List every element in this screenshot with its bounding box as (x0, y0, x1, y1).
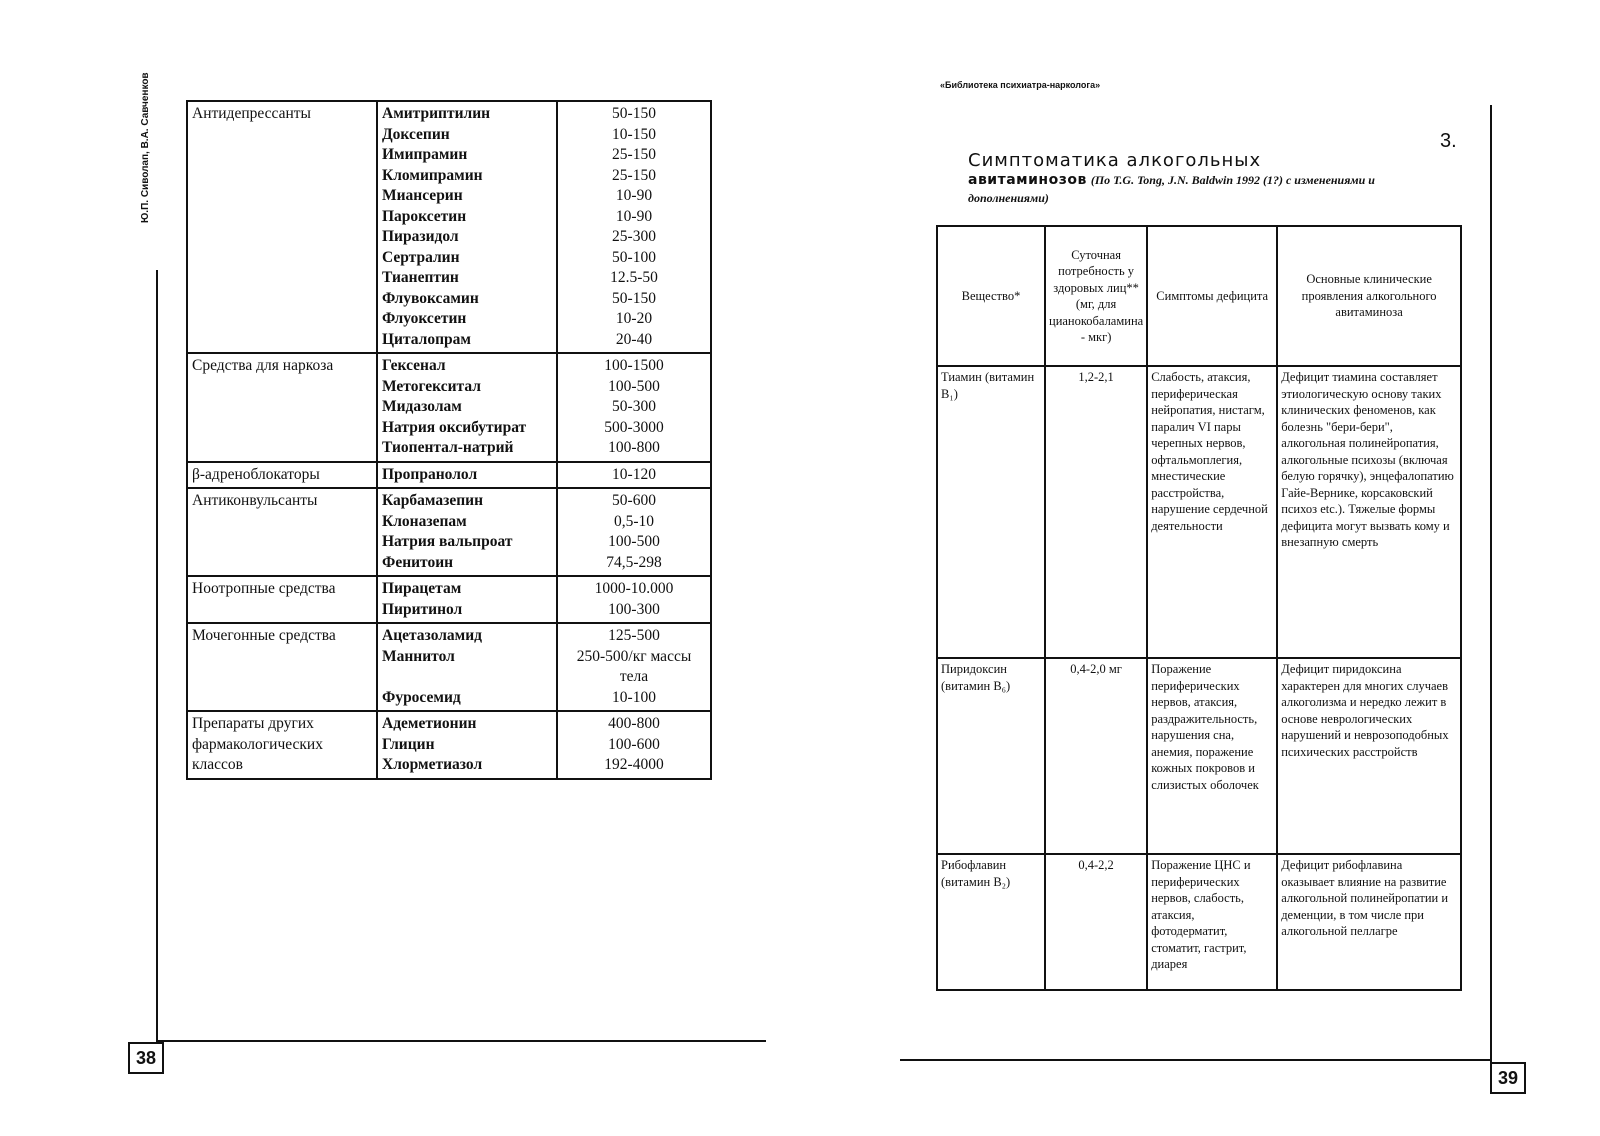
dose-range: 500-3000 (604, 418, 664, 436)
dose-range: 192-4000 (604, 756, 664, 773)
drug-class-cell: Антидепрессанты (187, 101, 377, 353)
vitamin-row (937, 854, 1461, 990)
drug-name: Клоназепам (382, 512, 467, 530)
drug-names-cell (377, 623, 557, 711)
drug-name: Пароксетин (382, 207, 467, 225)
drug-class-cell: Средства для наркоза (187, 353, 377, 462)
dose-range: 50-150 (612, 289, 656, 307)
drug-name: Тиопентал-натрий (382, 439, 514, 456)
avitaminosis-table (936, 225, 1462, 991)
source-note: (По T.G. Tong, J.N. Baldwin 1992 (1?) с изменениями и дополнениями) (968, 173, 1375, 205)
vitamin-row (937, 366, 1461, 658)
drug-name: Сертралин (382, 248, 460, 266)
header-substance: Вещество* (937, 226, 1045, 366)
dose-range: 10-20 (615, 310, 653, 327)
dose-range: 1000-10.000 (594, 580, 674, 597)
header-symptoms: Симптомы дефицита (1147, 226, 1277, 366)
symptoms-cell: Поражение ЦНС и периферических нервов, слабость, атаксия, фотодерматит, стоматит, гастрит, диарея (1147, 854, 1277, 990)
drug-names-cell (377, 101, 557, 353)
dose-range: 100-800 (608, 439, 660, 456)
dose-range: 50-150 (612, 105, 656, 122)
drug-name: Гексенал (382, 357, 446, 374)
dose-range: 400-800 (608, 715, 660, 732)
drug-name: Натрия вальпроат (382, 533, 513, 550)
dose-cell (557, 353, 711, 462)
manifestations-cell: Дефицит тиамина составляет этиологическую основу таких клинических феноменов, как болезнь "бери-бери", алкогольная полинейропатия, алкогольные психозы (включая белую горячку), энцефалопатию Гайе-Вернике, корсаковский психоз etc.). Тяжелые формы дефицита могут вызвать кому и внезапную смерть (1277, 366, 1461, 658)
dose-range: 100-500 (608, 533, 660, 550)
drug-name: Натрия оксибутират (382, 418, 527, 436)
page-number-right: 39 (1490, 1062, 1526, 1094)
symptoms-cell: Поражение периферических нервов, атаксия, раздражительность, нарушения сна, анемия, поражение кожных покровов и слизистых оболочек (1147, 658, 1277, 854)
drug-name: Метогекситал (382, 377, 481, 395)
drug-name: Миансерин (382, 187, 463, 204)
dose-range: 10-120 (612, 465, 656, 483)
drug-class-row (187, 353, 711, 462)
header-manifestations: Основные клинические проявления алкогольного авитаминоза (1277, 226, 1461, 366)
drug-names-cell (377, 711, 557, 779)
daily-need-cell: 0,4-2,0 мг (1045, 658, 1147, 854)
daily-need-cell: 0,4-2,2 (1045, 854, 1147, 990)
dose-range: 50-600 (612, 492, 656, 509)
dose-cell (557, 623, 711, 711)
drug-name: Пропранолол (382, 465, 478, 483)
drug-name: Кломипрамин (382, 166, 483, 184)
dose-cell (557, 488, 711, 576)
dose-range: 250-500/кг массы (576, 647, 692, 665)
dose-range: 74,5-298 (606, 553, 662, 571)
substance-cell: Тиамин (витамин B₁) (937, 366, 1045, 658)
daily-need-cell: 1,2-2,1 (1045, 366, 1147, 658)
dose-range: 10-90 (615, 187, 653, 204)
dose-range: 20-40 (615, 330, 653, 348)
dose-range: 12.5-50 (610, 269, 658, 286)
dose-range: 50-300 (612, 398, 656, 415)
substance-cell: Рибофлавин (витамин B₂) (937, 854, 1045, 990)
left-page-bottom-rule (156, 1040, 766, 1042)
drug-name: Имипрамин (382, 146, 468, 163)
dose-range: 100-300 (608, 600, 660, 618)
drug-dose-table (186, 100, 712, 780)
drug-name: Пирацетам (382, 580, 462, 597)
drug-name: Фуросемид (382, 688, 461, 706)
left-page-vertical-rule (156, 270, 158, 1050)
drug-class-row (187, 101, 711, 353)
drug-name: Тианептин (382, 269, 459, 286)
dose-range: 0,5-10 (613, 512, 655, 530)
dose-range: 25-150 (612, 146, 656, 163)
series-title: «Библиотека психиатра-нарколога» (940, 80, 1101, 90)
drug-name: Циталопрам (382, 330, 471, 348)
drug-name: Маннитол (382, 647, 455, 665)
symptoms-cell: Слабость, атаксия, периферическая нейропатия, нистагм, паралич VI пары черепных нервов, офтальмоплегия, мнестические расстройства, нарушение сердечной деятельности (1147, 366, 1277, 658)
dose-cell (557, 711, 711, 779)
dose-range: 100-500 (608, 377, 660, 395)
right-page-bottom-rule (900, 1059, 1492, 1061)
author-spine-text: Ю.П. Сиволап, В.А. Савченков (140, 72, 151, 223)
header-daily-need: Суточная потребность у здоровых лиц** (мг, для цианокобаламина - мкг) (1045, 226, 1147, 366)
drug-class-row (187, 623, 711, 711)
dose-range: 50-100 (612, 248, 656, 266)
drug-names-cell (377, 576, 557, 623)
drug-name: Хлорметиазол (382, 756, 483, 773)
drug-name: Карбамазепин (382, 492, 484, 509)
dose-range: 100-1500 (604, 357, 664, 374)
drug-names-cell (377, 462, 557, 489)
drug-class-row (187, 711, 711, 779)
dose-cell (557, 576, 711, 623)
dose-range: 25-150 (612, 166, 656, 184)
manifestations-cell: Дефицит рибофлавина оказывает влияние на развитие алкогольной полинейропатии и деменции, в том числе при алкогольной пеллагре (1277, 854, 1461, 990)
drug-name: Глицин (382, 735, 435, 753)
dose-cell (557, 101, 711, 353)
dose-range: 10-100 (612, 688, 656, 706)
dose-range: 25-300 (612, 228, 656, 245)
drug-names-cell (377, 353, 557, 462)
dose-cell (557, 462, 711, 489)
dose-range: 10-90 (615, 207, 653, 225)
vitamin-row (937, 658, 1461, 854)
drug-name: Флуоксетин (382, 310, 467, 327)
right-page-vertical-rule (1490, 105, 1492, 1065)
drug-class-row (187, 462, 711, 489)
dose-range: 125-500 (608, 627, 660, 644)
drug-name (382, 667, 552, 688)
drug-class-cell: Ноотропные средства (187, 576, 377, 623)
dose-range: 100-600 (608, 735, 660, 753)
drug-name: Амитриптилин (382, 105, 491, 122)
drug-name: Мидазолам (382, 398, 462, 415)
drug-class-cell: β-адреноблокаторы (187, 462, 377, 489)
drug-name: Ацетазоламид (382, 627, 483, 644)
drug-name: Пиритинол (382, 600, 463, 618)
drug-class-cell: Антиконвульсанты (187, 488, 377, 576)
drug-name: Флувоксамин (382, 289, 479, 307)
drug-name: Доксепин (382, 125, 450, 143)
drug-name: Фенитоин (382, 553, 454, 571)
substance-cell: Пиридоксин (витамин B₆) (937, 658, 1045, 854)
drug-name: Адеметионин (382, 715, 477, 732)
section-title-line1: Симптоматика алкогольных (968, 150, 1262, 171)
drug-names-cell (377, 488, 557, 576)
chapter-number: 3. (1440, 130, 1457, 152)
dose-range: 10-150 (612, 125, 656, 143)
section-title-line2: авитаминозов (968, 172, 1087, 188)
dose-range: тела (619, 668, 649, 685)
drug-class-row (187, 488, 711, 576)
page-number-left: 38 (128, 1042, 164, 1074)
drug-class-cell: Препараты других фармакологических классов (187, 711, 377, 779)
drug-class-row (187, 576, 711, 623)
section-heading (968, 150, 1458, 207)
drug-name: Пиразидол (382, 228, 459, 245)
drug-class-cell: Мочегонные средства (187, 623, 377, 711)
manifestations-cell: Дефицит пиридоксина характерен для многих случаев алкоголизма и нередко лежит в основе неврологических нарушений и неврозоподобных психических расстройств (1277, 658, 1461, 854)
